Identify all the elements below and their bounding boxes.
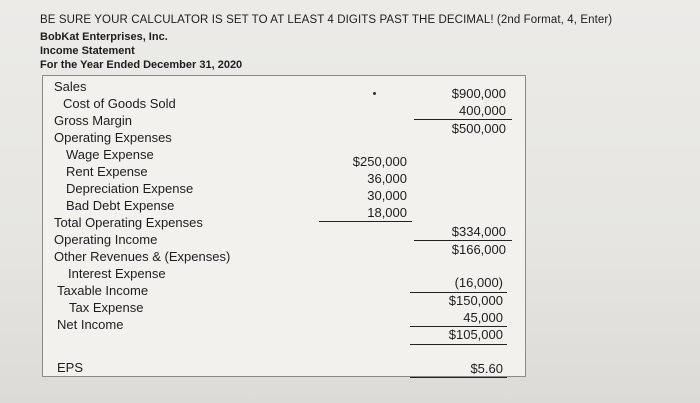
value-interest-expense: (16,000) — [454, 275, 503, 290]
label-sales: Sales — [54, 79, 87, 94]
value-bad-debt-expense: 18,000 — [367, 205, 407, 220]
statement-period: For the Year Ended December 31, 2020 — [40, 59, 243, 71]
label-other-revenues-expenses: Other Revenues & (Expenses) — [54, 249, 231, 264]
label-operating-expenses: Operating Expenses — [54, 130, 172, 145]
value-sales: $900,000 — [451, 86, 506, 101]
value-tax-expense: 45,000 — [463, 310, 503, 325]
value-rent-expense: 36,000 — [367, 171, 407, 186]
label-depreciation-expense: Depreciation Expense — [66, 181, 194, 196]
operating-expenses-rule — [414, 240, 512, 241]
label-taxable-income: Taxable Income — [57, 283, 149, 298]
value-operating-income: $166,000 — [451, 242, 506, 257]
net-income-double-rule — [410, 344, 507, 345]
label-cogs: Cost of Goods Sold — [63, 96, 176, 111]
income-statement-table — [42, 75, 526, 377]
value-gross-margin: $500,000 — [451, 121, 506, 136]
value-total-operating-expenses: $334,000 — [451, 224, 506, 239]
value-wage-expense: $250,000 — [352, 154, 407, 169]
label-rent-expense: Rent Expense — [66, 164, 148, 179]
value-taxable-income: $150,000 — [448, 293, 503, 308]
label-bad-debt-expense: Bad Debt Expense — [66, 198, 175, 213]
label-wage-expense: Wage Expense — [66, 147, 154, 162]
label-gross-margin: Gross Margin — [54, 113, 133, 128]
cogs-rule — [414, 119, 512, 120]
label-tax-expense: Tax Expense — [69, 300, 144, 315]
label-net-income: Net Income — [57, 317, 124, 332]
calculator-instruction: BE SURE YOUR CALCULATOR IS SET TO AT LEAST 4 DIGITS PAST THE DECIMAL! (2nd Format, 4, Enter) — [40, 14, 613, 26]
value-depreciation-expense: 30,000 — [367, 188, 407, 203]
dot-mark — [373, 92, 376, 95]
value-eps: $5.60 — [470, 361, 503, 376]
label-interest-expense: Interest Expense — [68, 266, 166, 281]
statement-title: Income Statement — [40, 45, 135, 57]
inner-subtotal-rule — [319, 221, 412, 222]
label-total-operating-expenses: Total Operating Expenses — [54, 215, 203, 230]
label-eps: EPS — [57, 360, 84, 375]
value-cogs: 400,000 — [459, 103, 506, 118]
value-net-income: $105,000 — [448, 327, 503, 342]
company-name: BobKat Enterprises, Inc. — [40, 31, 168, 43]
label-operating-income: Operating Income — [54, 232, 158, 247]
eps-rule — [410, 377, 507, 378]
